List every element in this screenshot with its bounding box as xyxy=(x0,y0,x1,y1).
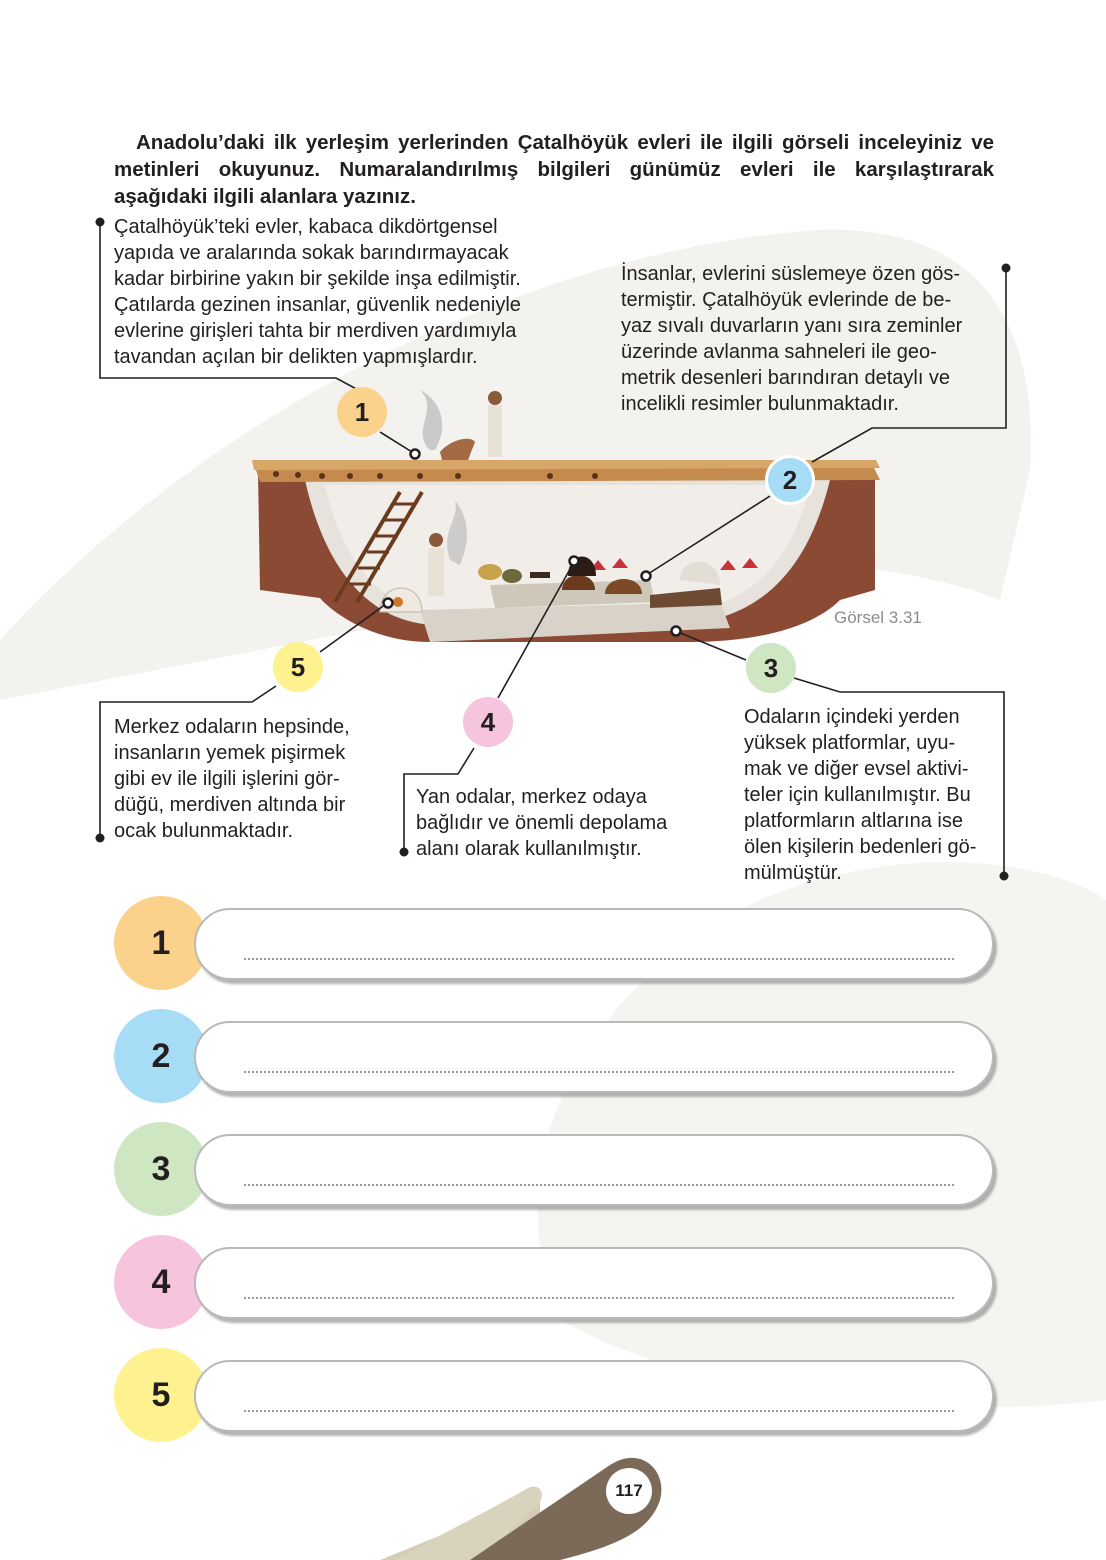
note-5-line: düğü, merdiven altında bir xyxy=(114,794,346,816)
note-5-line: insanların yemek pişirmek xyxy=(114,742,346,764)
note-3-line: ölen kişilerin bedenleri gö- xyxy=(744,836,977,858)
note-3-line: mak ve diğer evsel aktivi- xyxy=(744,758,969,780)
note-3-line: platformların altlarına ise xyxy=(744,810,963,832)
note-2-line: incelikli resimler bulunmaktadır. xyxy=(621,393,899,415)
figure-caption: Görsel 3.31 xyxy=(834,608,922,627)
note-3-line: yüksek platformlar, uyu- xyxy=(744,732,956,754)
badge-1: 1 xyxy=(337,387,387,437)
answer-number: 3 xyxy=(114,1122,208,1216)
note-1-line: tavandan açılan bir delikten yapmışlardır. xyxy=(114,346,478,368)
note-2-line: yaz sıvalı duvarların yanı sıra zeminler xyxy=(621,315,963,337)
note-1-line: kadar birbirine yakın bir şekilde inşa edilmiştir. xyxy=(114,268,521,290)
badge-2: 2 xyxy=(765,455,815,505)
note-1-line: Çatılarda gezinen insanlar, güvenlik nedeniyle xyxy=(114,294,521,316)
note-4-line: alanı olarak kullanılmıştır. xyxy=(416,838,642,860)
note-3-line: teler için kullanılmıştır. Bu xyxy=(744,784,971,806)
answer-number: 5 xyxy=(114,1348,208,1442)
note-2-line: üzerinde avlanma sahneleri ile geo- xyxy=(621,341,937,363)
instruction-text: Anadolu’daki ilk yerleşim yerlerinden Çatalhöyük evleri ile ilgili görseli inceleyiniz ve metinleri okuyunuz. Numaralandırılmış bilgileri günümüz evleri ile karşılaştırarak aşağıdaki ilgili alanlara yazınız. xyxy=(114,130,994,208)
note-1-line: yapıda ve aralarında sokak barındırmayacak xyxy=(114,242,509,264)
note-3-line: Odaların içindeki yerden xyxy=(744,706,960,728)
note-2-line: termiştir. Çatalhöyük evlerinde de be- xyxy=(621,289,952,311)
note-5-line: Merkez odaların hepsinde, xyxy=(114,716,350,738)
badge-5: 5 xyxy=(273,642,323,692)
badge-3: 3 xyxy=(746,643,796,693)
note-4-line: Yan odalar, merkez odaya xyxy=(416,786,647,808)
note-5-line: ocak bulunmaktadır. xyxy=(114,820,293,842)
note-4-line: bağlıdır ve önemli depolama xyxy=(416,812,668,834)
page-number: 117 xyxy=(606,1468,652,1514)
note-2-line: İnsanlar, evlerini süslemeye özen gös- xyxy=(621,263,961,285)
note-1-line: evlerine girişleri tahta bir merdiven yardımıyla xyxy=(114,320,517,342)
note-5-line: gibi ev ile ilgili işlerini gör- xyxy=(114,768,340,790)
note-1-line: Çatalhöyük’teki evler, kabaca dikdörtgensel xyxy=(114,216,498,238)
badge-4: 4 xyxy=(463,697,513,747)
answer-number: 1 xyxy=(114,896,208,990)
answer-number: 4 xyxy=(114,1235,208,1329)
note-2-line: metrik desenleri barındıran detaylı ve xyxy=(621,367,951,389)
answer-number: 2 xyxy=(114,1009,208,1103)
note-3-line: mülmüştür. xyxy=(744,862,842,884)
